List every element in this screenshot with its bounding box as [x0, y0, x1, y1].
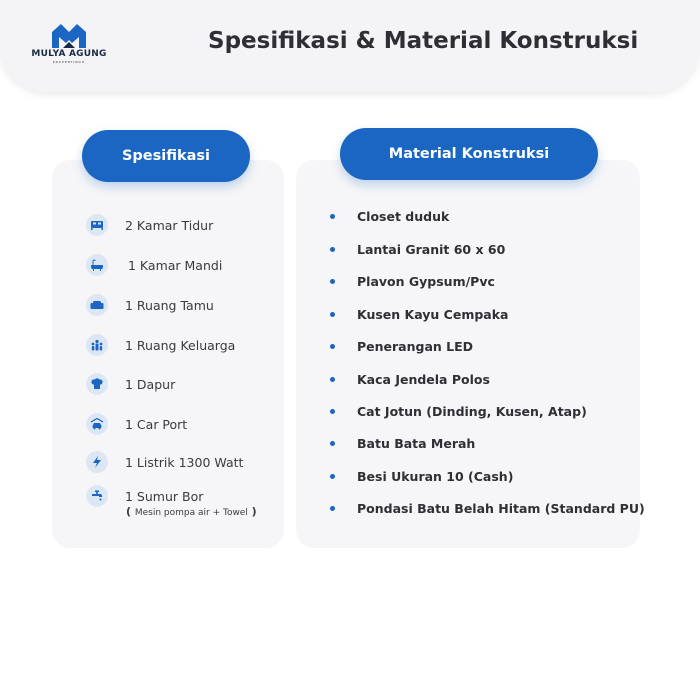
spec-item-ruang-tamu	[86, 294, 214, 316]
bed-icon	[86, 214, 108, 236]
spec-label: 1 Sumur Bor	[125, 488, 204, 504]
header-bar	[0, 0, 700, 92]
bullet-dot	[330, 214, 335, 219]
brand-tagline: PROPERTINDO	[52, 60, 86, 64]
bathtub-icon	[86, 254, 108, 276]
material-item	[330, 469, 513, 484]
bullet-dot	[330, 441, 335, 446]
page-title: Spesifikasi & Material Konstruksi	[208, 28, 639, 54]
material-label: Penerangan LED	[357, 339, 474, 354]
spec-label: 1 Ruang Keluarga	[125, 337, 236, 353]
brand-logo	[30, 24, 108, 70]
bullet-dot	[330, 506, 335, 511]
spec-label: 2 Kamar Tidur	[125, 217, 214, 233]
bullet-dot	[330, 279, 335, 284]
material-label: Closet duduk	[357, 209, 450, 224]
material-label: Kusen Kayu Cempaka	[357, 307, 509, 322]
material-label: Batu Bata Merah	[357, 436, 476, 451]
material-label: Lantai Granit 60 x 60	[357, 242, 506, 257]
spec-label: 1 Ruang Tamu	[125, 297, 214, 313]
bullet-dot	[330, 312, 335, 317]
spesifikasi-heading: Spesifikasi	[82, 130, 250, 182]
material-heading: Material Konstruksi	[340, 128, 598, 180]
material-item	[330, 339, 473, 354]
material-item	[330, 372, 490, 387]
spec-label: 1 Car Port	[125, 416, 188, 432]
spec-label: 1 Listrik 1300 Watt	[125, 454, 244, 470]
spec-label: 1 Kamar Mandi	[128, 257, 223, 273]
logo-mark-icon	[52, 24, 86, 48]
material-item	[330, 307, 508, 322]
material-label: Pondasi Batu Belah Hitam (Standard PU)	[357, 501, 645, 516]
bullet-dot	[330, 344, 335, 349]
material-item	[330, 436, 475, 451]
sumur-bor-note: ( Mesin pompa air + Towel )	[126, 505, 257, 518]
car-icon	[86, 413, 108, 435]
family-icon	[86, 334, 108, 356]
spec-item-car-port	[86, 413, 187, 435]
spec-item-kamar-mandi	[86, 254, 222, 276]
spec-item-dapur	[86, 373, 175, 395]
material-item	[330, 209, 449, 224]
material-item	[330, 242, 505, 257]
bullet-dot	[330, 474, 335, 479]
brand-name: MULYA AGUNG	[31, 49, 107, 59]
material-item	[330, 501, 645, 516]
water-tap-icon	[86, 485, 108, 507]
material-label: Cat Jotun (Dinding, Kusen, Atap)	[357, 404, 587, 419]
chef-hat-icon	[86, 373, 108, 395]
spec-item-kamar-tidur	[86, 214, 213, 236]
material-label: Besi Ukuran 10 (Cash)	[357, 469, 514, 484]
spec-item-ruang-keluarga	[86, 334, 235, 356]
lightning-icon	[86, 451, 108, 473]
material-label: Plavon Gypsum/Pvc	[357, 274, 495, 289]
bullet-dot	[330, 247, 335, 252]
material-label: Kaca Jendela Polos	[357, 372, 490, 387]
sofa-icon	[86, 294, 108, 316]
spec-label: 1 Dapur	[125, 376, 176, 392]
material-item	[330, 404, 587, 419]
material-item	[330, 274, 495, 289]
spec-item-sumur-bor	[86, 485, 203, 507]
spec-item-listrik	[86, 451, 243, 473]
note-text: Mesin pompa air + Towel	[134, 508, 248, 518]
bullet-dot	[330, 409, 335, 414]
bullet-dot	[330, 377, 335, 382]
